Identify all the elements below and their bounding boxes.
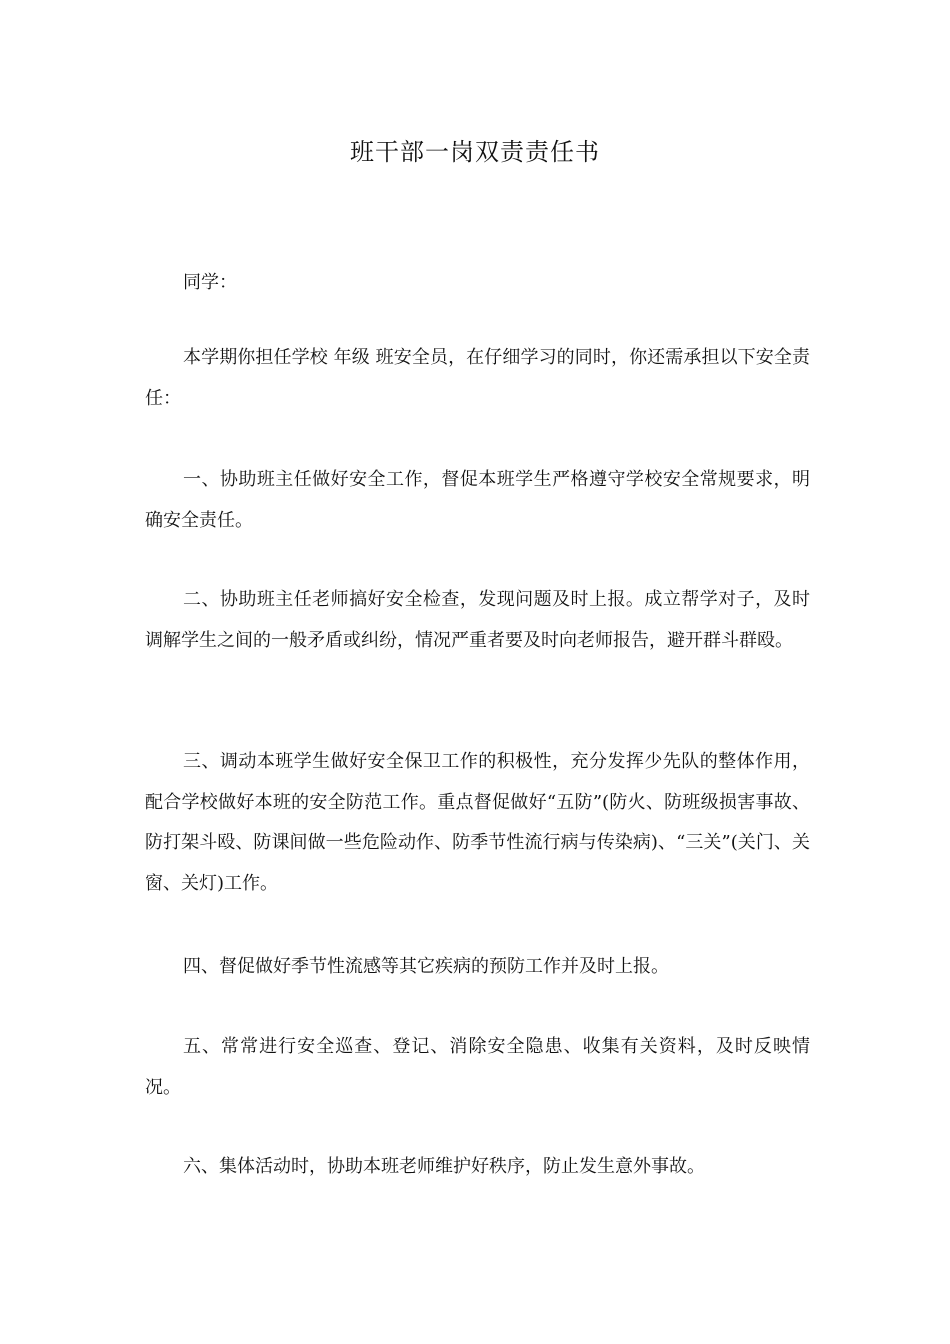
document-title: 班干部一岗双责责任书: [350, 138, 600, 166]
responsibility-item-2: 二、协助班主任老师搞好安全检查，发现问题及时上报。成立帮学对子，及时调解学生之间的一般矛盾或纠纷，情况严重者要及时向老师报告，避开群斗群殴。: [145, 589, 810, 651]
salutation: 同学：: [183, 272, 237, 293]
responsibility-item-3: 三、调动本班学生做好安全保卫工作的积极性，充分发挥少先队的整体作用，配合学校做好本班的安全防范工作。重点督促做好“五防”(防火、防班级损害事故、防打架斗殴、防课间做一些危险动作、防季节性流行病与传染病)、“三关”(关门、关窗、关灯)工作。: [145, 751, 810, 894]
responsibility-item-6: 六、集体活动时，协助本班老师维护好秩序，防止发生意外事故。: [183, 1156, 705, 1177]
intro-paragraph: 本学期你担任学校 年级 班安全员，在仔细学习的同时，你还需承担以下安全责任：: [145, 347, 810, 409]
responsibility-item-5: 五、常常进行安全巡查、登记、消除安全隐患、收集有关资料，及时反映情况。: [145, 1036, 810, 1098]
responsibility-item-1: 一、协助班主任做好安全工作，督促本班学生严格遵守学校安全常规要求，明确安全责任。: [145, 469, 810, 531]
responsibility-item-4: 四、督促做好季节性流感等其它疾病的预防工作并及时上报。: [183, 956, 669, 977]
